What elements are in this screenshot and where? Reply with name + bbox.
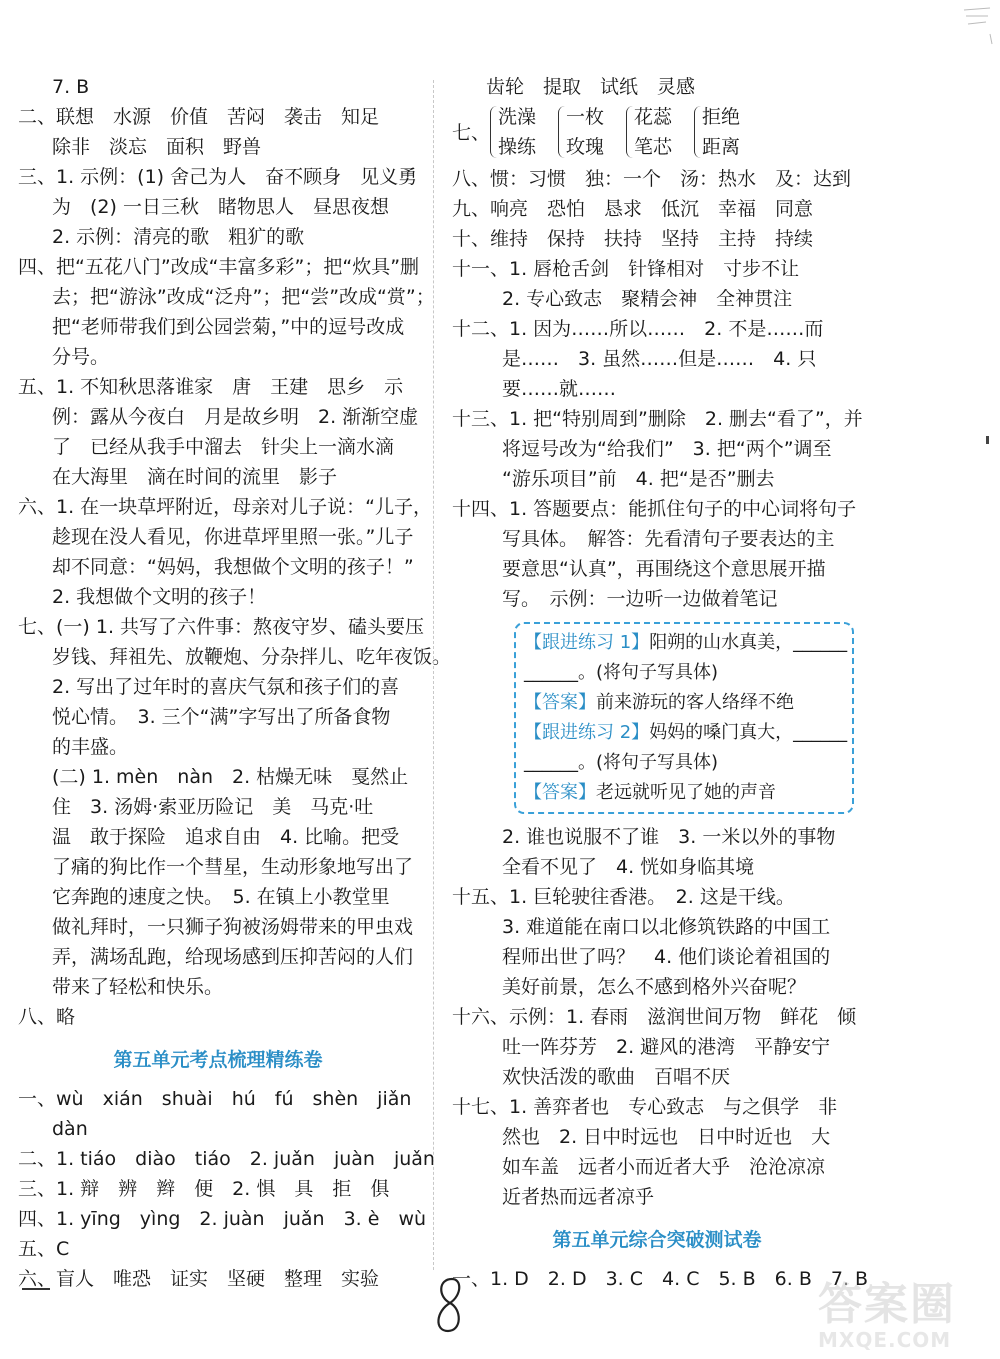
practice-tag: 【跟进练习 1】 [524,632,650,653]
right-column [452,72,869,1294]
pair-word: 玫瑰 [566,136,605,158]
answer-tag: 【答案】 [524,782,596,803]
column-divider [433,80,434,1270]
answer-line: 十六、示例：1. 春雨 滋润世间万物 鲜花 倾 [452,1006,857,1028]
answer-line: 要……就…… [502,378,617,400]
answer-line: 做礼拜时，一只狮子狗被汤姆带来的甲虫戏 [52,916,414,938]
answer-line: 住 3. 汤姆·索亚历险记 美 马克·吐 [52,796,374,818]
answer-line: 五、1. 不知秋思落谁家 唐 王建 思乡 示 [18,376,404,398]
answer-line: 趁现在没人看见，你进草坪里照一张。”儿子 [52,526,414,548]
answer-line: 2. 谁也说服不了谁 3. 一米以外的事物 [502,826,836,848]
pair-word: 拒绝 [702,106,741,128]
answer-line: 7. B [52,76,90,98]
practice-tag: 【跟进练习 2】 [524,722,650,743]
answer-line: 四、把“五花八门”改成“丰富多彩”；把“炊具”删 [18,256,420,278]
page-number-glyph [432,1275,468,1335]
answer-line: (二) 1. mèn nàn 2. 枯燥无味 戛然止 [52,766,409,788]
answer-line: 了痛的狗比作一个彗星，生动形象地写出了 [52,856,414,878]
answer-line: 齿轮 提取 试纸 灵感 [486,76,696,98]
answer-line [524,688,844,718]
handwritten-page-number [432,1275,468,1335]
corner-scribble [960,4,996,48]
left-column [18,72,452,1294]
answer-line: 二、联想 水源 价值 苦闷 袭击 知足 [18,106,380,128]
answer-line: 去；把“游泳”改成“泛舟”；把“尝”改成“赏”； [52,286,435,308]
answer-line: 吐一阵芬芳 2. 避风的港湾 平静安宁 [502,1036,831,1058]
answer-line: 3. 难道能在南口以北修筑铁路的中国工 [502,916,831,938]
practice-line [524,628,848,658]
watermark-text: 答案圈 [818,1279,956,1330]
practice-line: ______。(将句子写具体) [524,662,719,683]
watermark-url: MXQE.COM [818,1328,952,1352]
pair-word: 花蕊 [634,106,673,128]
answer-line: 四、1. yīng yìng 2. juàn juǎn 3. è wù [18,1208,427,1230]
answer-line: 一、1. D 2. D 3. C 4. C 5. B 6. B 7. B [452,1268,869,1290]
answer-line: 十五、1. 巨轮驶往香港。 2. 这是干线。 [452,886,795,908]
brace-mark [558,106,566,158]
section-title: 第五单元考点梳理精练卷 [113,1049,323,1071]
pair-word: 操练 [498,136,537,158]
answer-line: 二、1. tiáo diào tiáo 2. juǎn juàn juǎn [18,1148,435,1170]
answer-line: 六、1. 在一块草坪附近，母亲对儿子说：“儿子， [18,496,433,518]
answer-line: 七、(一) 1. 共写了六件事：熬夜守岁、磕头要压 [18,616,425,638]
answer-line: 弄，满场乱跑，给现场感到压抑苦闷的人们 [52,946,414,968]
divider-dash [22,1288,50,1290]
answer-line: 了 已经从我手中溜去 针尖上一滴水滴 [52,436,395,458]
answer-line: 八、略 [18,1006,76,1028]
answer-line: 十四、1. 答题要点：能抓住句子的中心词将句子 [452,498,857,520]
answer-line: 2. 写出了过年时的喜庆气氛和孩子们的喜 [52,676,400,698]
brace-mark [694,106,702,158]
answer-line: 2. 示例：清亮的歌 粗犷的歌 [52,226,305,248]
answer-line: 美好前景，怎么不感到格外兴奋呢？ [502,976,807,998]
brace-mark [490,106,498,158]
practice-line: ______。(将句子写具体) [524,752,719,773]
answer-line: 十、维持 保持 扶持 坚持 主持 持续 [452,228,814,250]
practice-text: 妈妈的嗓门真大，______ [649,722,848,743]
answer-line: 欢快活泼的歌曲 百唱不厌 [502,1066,731,1088]
answer-text: 前来游玩的客人络绎不绝 [596,692,794,713]
answer-line: 然也 2. 日中时远也 日中时近也 大 [502,1126,831,1148]
answer-line: 十二、1. 因为……所以…… 2. 不是……而 [452,318,824,340]
answer-line: 写具体。 解答：先看清句子要表达的主 [502,528,835,550]
answer-line: 将逗号改为“给我们” 3. 把“两个”调至 [502,438,832,460]
answer-line: 悦心情。 3. 三个“满”字写出了所备食物 [52,706,391,728]
pair-word: 一枚 [566,106,605,128]
answer-line: 十七、1. 善弈者也 专心致志 与之俱学 非 [452,1096,838,1118]
answer-line: 一、wù xián shuài hú fú shèn jiǎn [18,1088,412,1110]
answer-line: 除非 淡忘 面积 野兽 [52,136,262,158]
watermark-logo [818,1268,993,1353]
answer-line: 十一、1. 唇枪舌剑 针锋相对 寸步不让 [452,258,800,280]
answer-line: 它奔跑的速度之快。 5. 在镇上小教堂里 [52,886,390,908]
answer-tag: 【答案】 [524,692,596,713]
pair-word: 笔芯 [634,136,673,158]
practice-box [514,622,854,814]
answer-line: 岁钱、拜祖先、放鞭炮、分杂拌儿、吃年夜饭。 [52,646,452,668]
answer-line: 写。 示例：一边听一边做着笔记 [502,588,778,610]
edge-mark [986,436,989,444]
word-pairs-group [452,102,862,164]
answer-line: 如车盖 远者小而近者大乎 沧沧凉凉 [502,1156,826,1178]
practice-line [524,718,848,748]
answer-line: 2. 专心致志 聚精会神 全神贯注 [502,288,793,310]
answer-line: 在大海里 滴在时间的流里 影子 [52,466,338,488]
answer-line: 近者热而远者凉乎 [502,1186,655,1208]
answer-line: 是…… 3. 虽然……但是…… 4. 只 [502,348,817,370]
answer-line: 2. 我想做个文明的孩子！ [52,586,267,608]
answer-line: 为 (2) 一日三秋 睹物思人 昼思夜想 [52,196,389,218]
answer-line: 分号。 [52,346,110,368]
question-label: 七、 [452,122,491,144]
answer-line: 六、盲人 唯恐 证实 坚硬 整理 实验 [18,1268,380,1290]
answer-line: 带来了轻松和快乐。 [52,976,224,998]
answer-line: 把“老师带我们到公园尝菊，”中的逗号改成 [52,316,405,338]
answer-line: 九、响亮 恐怕 恳求 低沉 幸福 同意 [452,198,814,220]
answer-line: 三、1. 辩 辨 辫 便 2. 惧 具 拒 俱 [18,1178,390,1200]
answer-line: 的丰盛。 [52,736,129,758]
answer-line [524,778,844,808]
brace-mark [626,106,634,158]
answer-line: 全看不见了 4. 恍如身临其境 [502,856,755,878]
answer-line: 程师出世了吗？ 4. 他们谈论着祖国的 [502,946,831,968]
pair-word: 洗澡 [498,106,537,128]
answer-line: 要意思“认真”，再围绕这个意思展开描 [502,558,826,580]
answer-line: 温 敢于探险 追求自由 4. 比喻。把受 [52,826,400,848]
answer-line: 八、惯：习惯 独：一个 汤：热水 及：达到 [452,168,852,190]
answer-line: 例：露从今夜白 月是故乡明 2. 渐渐空虚 [52,406,419,428]
answer-line: 十三、1. 把“特别周到”删除 2. 删去“看了”，并 [452,408,863,430]
answer-line: “游乐项目”前 4. 把“是否”删去 [502,468,775,490]
answer-line: 三、1. 示例：(1) 舍己为人 奋不顾身 见义勇 [18,166,418,188]
answer-line: 却不同意：“妈妈，我想做个文明的孩子！” [52,556,414,578]
answer-text: 老远就听见了她的声音 [596,782,776,803]
section-title: 第五单元综合突破测试卷 [552,1229,762,1251]
practice-text: 阳朔的山水真美，______ [649,632,848,653]
answer-line: dàn [52,1118,88,1140]
pair-word: 距离 [702,136,741,158]
answer-line: 五、C [18,1238,70,1260]
